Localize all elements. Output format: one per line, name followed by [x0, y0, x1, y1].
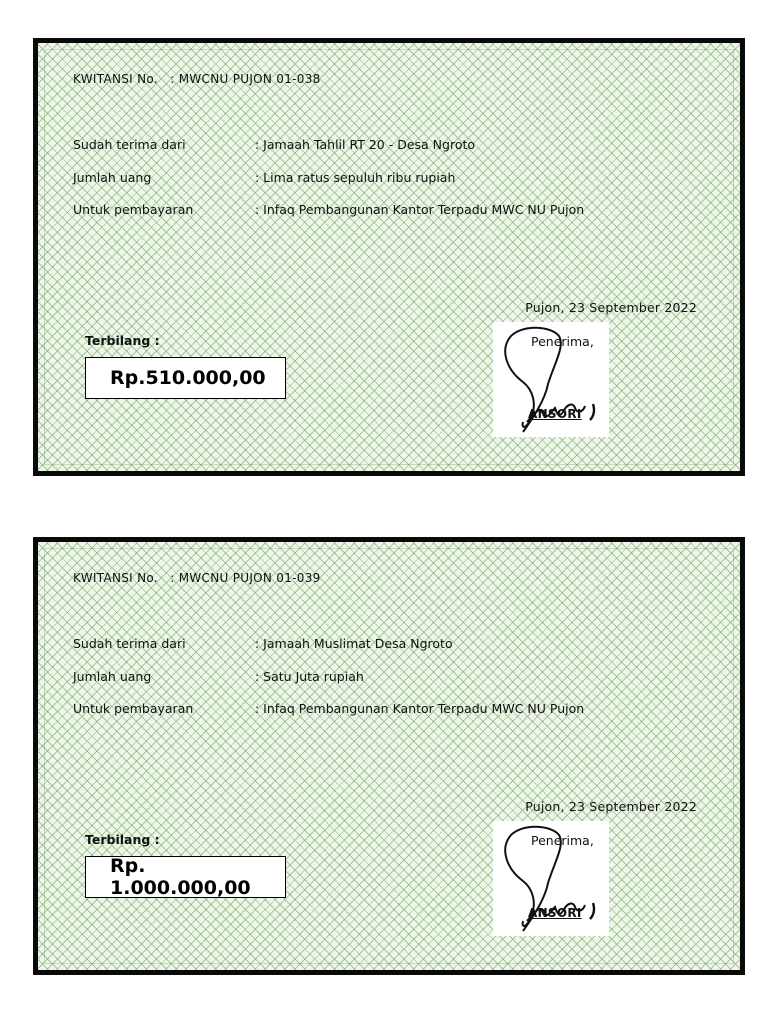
receipt-inner-frame	[44, 548, 734, 964]
receipt-card	[33, 537, 745, 975]
terbilang-label: Terbilang :	[85, 832, 160, 847]
signature-block	[493, 322, 609, 437]
amount-words-value: : Lima ratus sepuluh ribu rupiah	[255, 170, 456, 185]
receiver-label: Penerima,	[531, 334, 594, 349]
received-from-value: : Jamaah Tahlil RT 20 - Desa Ngroto	[255, 137, 476, 152]
receipt-inner-frame	[44, 49, 734, 465]
receiver-label: Penerima,	[531, 833, 594, 848]
amount-box: Rp.510.000,00	[85, 357, 286, 399]
receipt-title: KWITANSI No.	[73, 72, 158, 86]
receipt-number: : MWCNU PUJON 01-039	[170, 571, 321, 585]
amount-words-value: : Satu Juta rupiah	[255, 669, 364, 684]
signer-name: ANSORI	[528, 407, 582, 421]
place-date: Pujon, 23 September 2022	[525, 300, 697, 315]
amount-words-label: Jumlah uang	[73, 170, 152, 185]
receipt-title: KWITANSI No.	[73, 571, 158, 585]
receipt-number-line	[73, 72, 321, 87]
purpose-value: : Infaq Pembangunan Kantor Terpadu MWC NU Pujon	[255, 202, 585, 217]
receipt-card	[33, 38, 745, 476]
amount-box: Rp. 1.000.000,00	[85, 856, 286, 898]
amount-words-label: Jumlah uang	[73, 669, 152, 684]
signer-name: ANSORI	[528, 906, 582, 920]
terbilang-label: Terbilang :	[85, 333, 160, 348]
purpose-label: Untuk pembayaran	[73, 701, 194, 716]
purpose-label: Untuk pembayaran	[73, 202, 194, 217]
received-from-label: Sudah terima dari	[73, 137, 186, 152]
signature-block	[493, 821, 609, 936]
receipt-number: : MWCNU PUJON 01-038	[170, 72, 321, 86]
place-date: Pujon, 23 September 2022	[525, 799, 697, 814]
purpose-value: : Infaq Pembangunan Kantor Terpadu MWC NU Pujon	[255, 701, 585, 716]
received-from-value: : Jamaah Muslimat Desa Ngroto	[255, 636, 453, 651]
receipt-number-line	[73, 571, 321, 586]
received-from-label: Sudah terima dari	[73, 636, 186, 651]
